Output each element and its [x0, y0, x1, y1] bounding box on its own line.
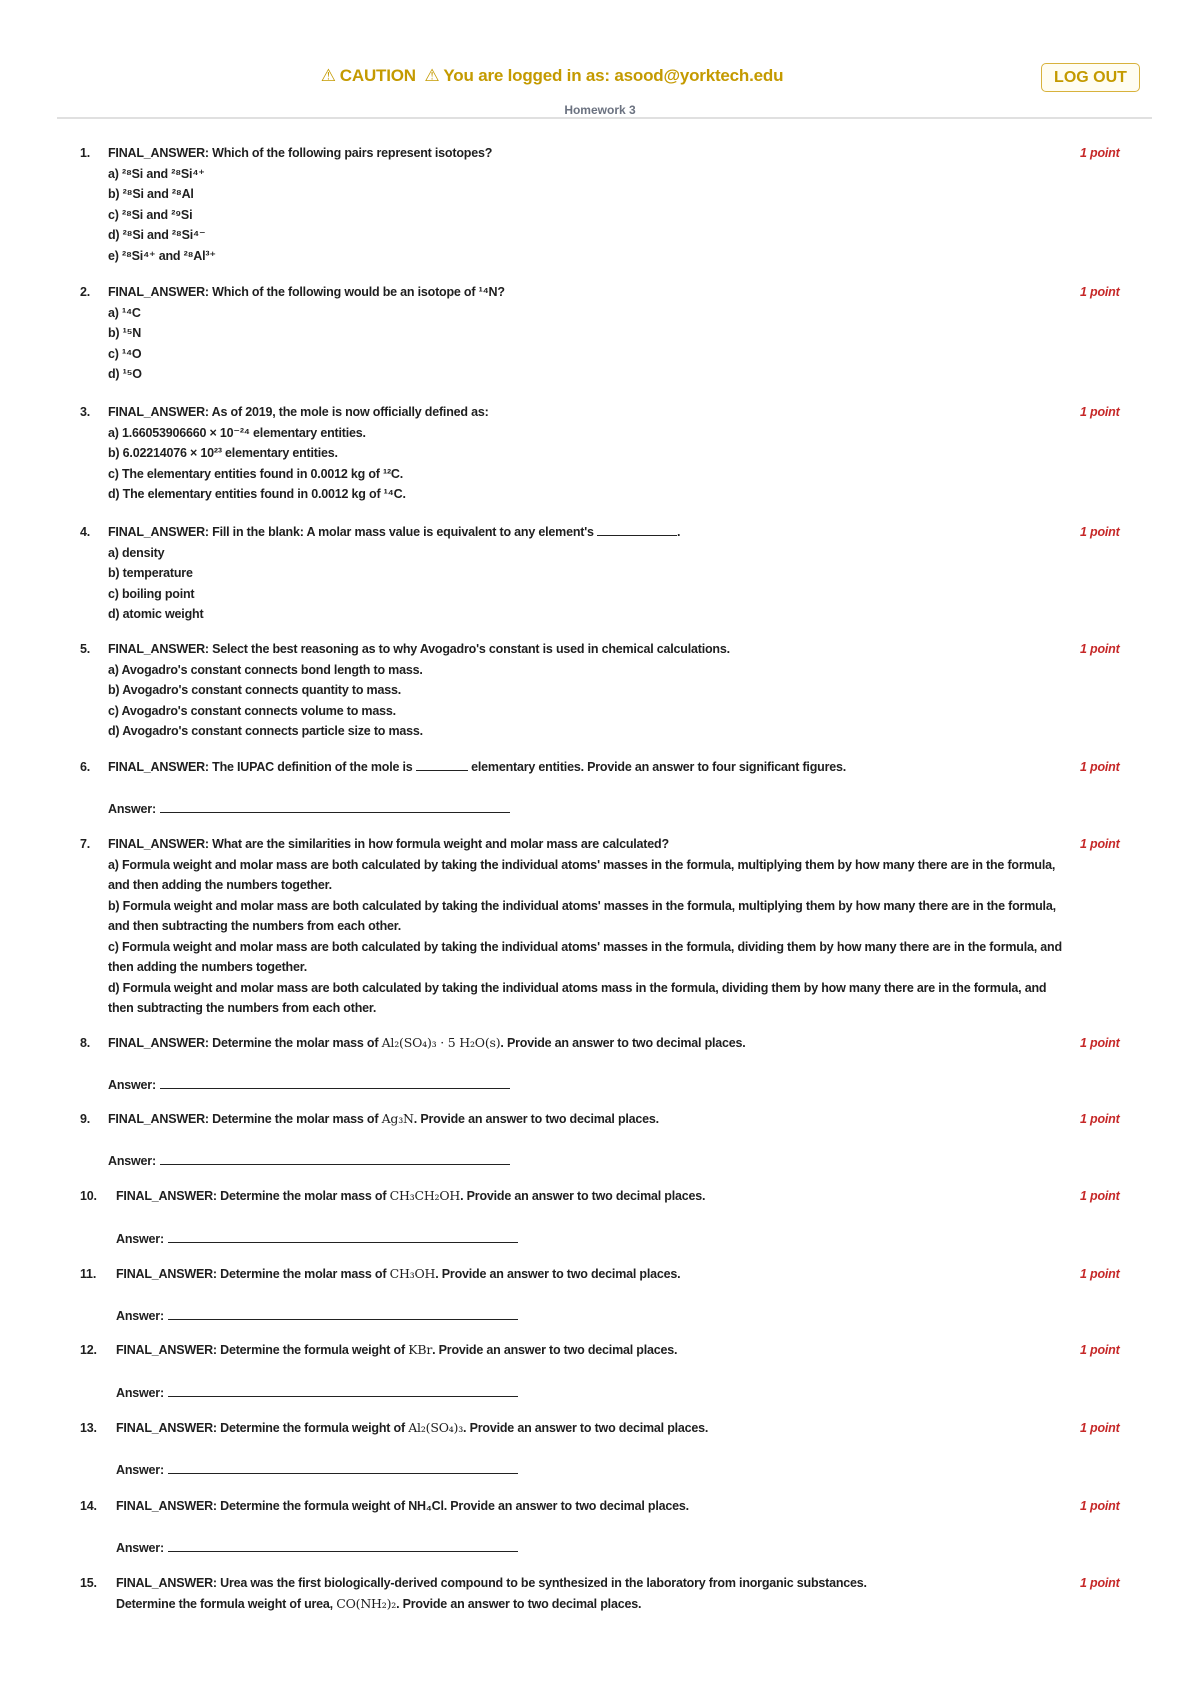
chemical-formula: KBr: [408, 1342, 433, 1357]
header-divider: [57, 117, 1152, 119]
question-number: 2.: [80, 285, 91, 299]
points-label: 1 point: [1080, 1112, 1120, 1126]
answer-label: Answer:: [116, 1463, 164, 1477]
prompt-text: FINAL_ANSWER: Determine the molar mass of: [108, 1036, 379, 1050]
chemical-formula: Ag₃N: [381, 1111, 414, 1126]
question-number: 12.: [80, 1343, 97, 1357]
option[interactable]: a) ²⁸Si and ²⁸Si⁴⁺: [108, 166, 205, 181]
question-number: 5.: [80, 642, 91, 656]
points-label: 1 point: [1080, 1421, 1120, 1435]
answer-input[interactable]: [168, 1382, 518, 1397]
points-label: 1 point: [1080, 1499, 1120, 1513]
prompt-end: .: [677, 525, 681, 539]
option[interactable]: d) The elementary entities found in 0.0012 kg of ¹⁴C.: [108, 487, 406, 501]
prompt-text: FINAL_ANSWER: Determine the molar mass of: [116, 1189, 387, 1203]
question-number: 15.: [80, 1576, 97, 1590]
answer-label: Answer:: [108, 802, 156, 816]
option[interactable]: a) 1.66053906660 × 10⁻²⁴ elementary entities.: [108, 425, 366, 440]
answer-input[interactable]: [160, 1074, 510, 1089]
prompt-text: FINAL_ANSWER: Determine the molar mass of: [116, 1267, 387, 1281]
question-number: 3.: [80, 405, 91, 419]
option[interactable]: d) Avogadro's constant connects particle size to mass.: [108, 724, 423, 738]
answer-input[interactable]: [160, 798, 510, 813]
option[interactable]: d) ²⁸Si and ²⁸Si⁴⁻: [108, 228, 206, 242]
option[interactable]: b) temperature: [108, 566, 193, 580]
points-label: 1 point: [1080, 760, 1120, 774]
option[interactable]: d) Formula weight and molar mass are both calculated by taking the individual atoms mass in the formula, dividing them by how many there are in the formula, and then subtracting the numbers from each other.: [108, 980, 1047, 1015]
prompt-text: . Provide an answer to two decimal places.: [460, 1189, 706, 1203]
prompt-text: FINAL_ANSWER: Urea was the first biologically-derived compound to be synthesized in the laboratory from inorganic substances.: [116, 1576, 867, 1590]
prompt-text: FINAL_ANSWER: Determine the molar mass of: [108, 1112, 379, 1126]
chemical-formula: CH₃OH: [389, 1266, 436, 1281]
option[interactable]: b) Avogadro's constant connects quantity to mass.: [108, 683, 401, 697]
chemical-formula: Al₂(SO₄)₃ · 5 H₂O(s): [381, 1035, 501, 1050]
prompt-text: . Provide an answer to two decimal places.: [413, 1112, 659, 1126]
question-number: 9.: [80, 1112, 91, 1126]
points-label: 1 point: [1080, 405, 1120, 419]
option[interactable]: b) Formula weight and molar mass are both calculated by taking the individual atoms' masses in the formula, multiplying them by how many there are in the formula, and then subtracting the numbers from each other.: [108, 898, 1056, 933]
points-label: 1 point: [1080, 837, 1120, 851]
prompt-text: . Provide an answer to two decimal places.: [396, 1596, 642, 1611]
chemical-formula: CO(NH₂)₂: [336, 1595, 397, 1611]
option[interactable]: b) 6.02214076 × 10²³ elementary entities.: [108, 446, 338, 460]
answer-input[interactable]: [168, 1537, 518, 1552]
option[interactable]: c) boiling point: [108, 586, 195, 601]
chemical-formula: Al₂(SO₄)₃: [408, 1420, 464, 1435]
prompt-text: . Provide an answer to two decimal places.: [500, 1036, 746, 1050]
option[interactable]: c) ¹⁴O: [108, 346, 142, 361]
points-label: 1 point: [1080, 642, 1120, 656]
points-label: 1 point: [1080, 525, 1120, 539]
option[interactable]: c) Formula weight and molar mass are both calculated by taking the individual atoms' masses in the formula, dividing them by how many there are in the formula, and then adding the numbers together.: [108, 939, 1062, 974]
option[interactable]: c) The elementary entities found in 0.0012 kg of ¹²C.: [108, 466, 404, 481]
fill-in-blank: [597, 523, 677, 536]
question-number: 1.: [80, 146, 91, 160]
warning-icon: ⚠: [320, 66, 336, 85]
prompt-text: elementary entities. Provide an answer to four significant figures.: [471, 760, 847, 774]
prompt-text: FINAL_ANSWER: Determine the formula weight of: [116, 1421, 405, 1435]
option[interactable]: a) Avogadro's constant connects bond length to mass.: [108, 662, 423, 677]
prompt-text: FINAL_ANSWER: Determine the formula weight of: [116, 1343, 405, 1357]
answer-input[interactable]: [168, 1228, 518, 1243]
prompt-text: . Provide an answer to two decimal places.: [463, 1421, 709, 1435]
points-label: 1 point: [1080, 285, 1120, 299]
option[interactable]: a) density: [108, 545, 165, 560]
prompt-text: Determine the formula weight of urea,: [116, 1596, 333, 1611]
question-number: 8.: [80, 1036, 91, 1050]
fill-in-blank: [416, 758, 468, 771]
answer-label: Answer:: [116, 1541, 164, 1555]
chemical-formula: CH₃CH₂OH: [389, 1188, 461, 1203]
points-label: 1 point: [1080, 1036, 1120, 1050]
question-number: 10.: [80, 1189, 97, 1203]
prompt-line-2: [116, 1594, 1066, 1615]
question-prompt: FINAL_ANSWER: Which of the following pairs represent isotopes?: [108, 146, 493, 160]
page-title: Homework 3: [564, 103, 636, 117]
logged-in-text: You are logged in as: asood@yorktech.edu: [443, 66, 784, 85]
answer-label: Answer:: [108, 1154, 156, 1168]
answer-input[interactable]: [168, 1459, 518, 1474]
prompt-text: FINAL_ANSWER: Fill in the blank: A molar mass value is equivalent to any element's: [108, 525, 594, 539]
option[interactable]: c) Avogadro's constant connects volume to mass.: [108, 703, 396, 718]
option[interactable]: c) ²⁸Si and ²⁹Si: [108, 207, 193, 222]
caution-label: CAUTION: [339, 66, 416, 85]
prompt-text: . Provide an answer to two decimal places.: [432, 1343, 678, 1357]
option[interactable]: d) atomic weight: [108, 607, 204, 621]
caution-banner: [0, 66, 1100, 86]
question-prompt: FINAL_ANSWER: What are the similarities in how formula weight and molar mass are calculated?: [108, 837, 669, 851]
answer-label: Answer:: [116, 1309, 164, 1323]
answer-label: Answer:: [116, 1232, 164, 1246]
prompt-text: FINAL_ANSWER: The IUPAC definition of the mole is: [108, 760, 413, 774]
question-number: 4.: [80, 525, 91, 539]
question-prompt: FINAL_ANSWER: Which of the following would be an isotope of ¹⁴N?: [108, 285, 505, 299]
option[interactable]: b) ²⁸Si and ²⁸Al: [108, 187, 194, 201]
option[interactable]: d) ¹⁵O: [108, 367, 142, 381]
warning-icon: ⚠: [424, 66, 440, 85]
points-label: 1 point: [1080, 1576, 1120, 1590]
option[interactable]: b) ¹⁵N: [108, 326, 142, 340]
question-prompt: FINAL_ANSWER: Select the best reasoning as to why Avogadro's constant is used in chemical calculations.: [108, 642, 730, 656]
answer-input[interactable]: [160, 1150, 510, 1165]
option[interactable]: a) ¹⁴C: [108, 305, 141, 320]
question-prompt: FINAL_ANSWER: As of 2019, the mole is now officially defined as:: [108, 405, 489, 419]
question-number: 6.: [80, 760, 91, 774]
points-label: 1 point: [1080, 1189, 1120, 1203]
points-label: 1 point: [1080, 1343, 1120, 1357]
logout-button[interactable]: LOG OUT: [1041, 63, 1140, 92]
prompt-text: . Provide an answer to two decimal places.: [435, 1267, 681, 1281]
prompt-text: FINAL_ANSWER: Determine the formula weight of NH₄Cl. Provide an answer to two decimal places.: [116, 1499, 689, 1513]
option[interactable]: e) ²⁸Si⁴⁺ and ²⁸Al³⁺: [108, 248, 216, 263]
question-prompt: [108, 522, 1068, 543]
question-number: 11.: [80, 1267, 97, 1281]
question-number: 13.: [80, 1421, 97, 1435]
points-label: 1 point: [1080, 1267, 1120, 1281]
answer-label: Answer:: [108, 1078, 156, 1092]
answer-label: Answer:: [116, 1386, 164, 1400]
option[interactable]: a) Formula weight and molar mass are both calculated by taking the individual atoms' masses in the formula, multiplying them by how many there are in the formula, and then adding the numbers together.: [108, 857, 1056, 892]
answer-input[interactable]: [168, 1305, 518, 1320]
question-number: 14.: [80, 1499, 97, 1513]
question-number: 7.: [80, 837, 91, 851]
points-label: 1 point: [1080, 146, 1120, 160]
